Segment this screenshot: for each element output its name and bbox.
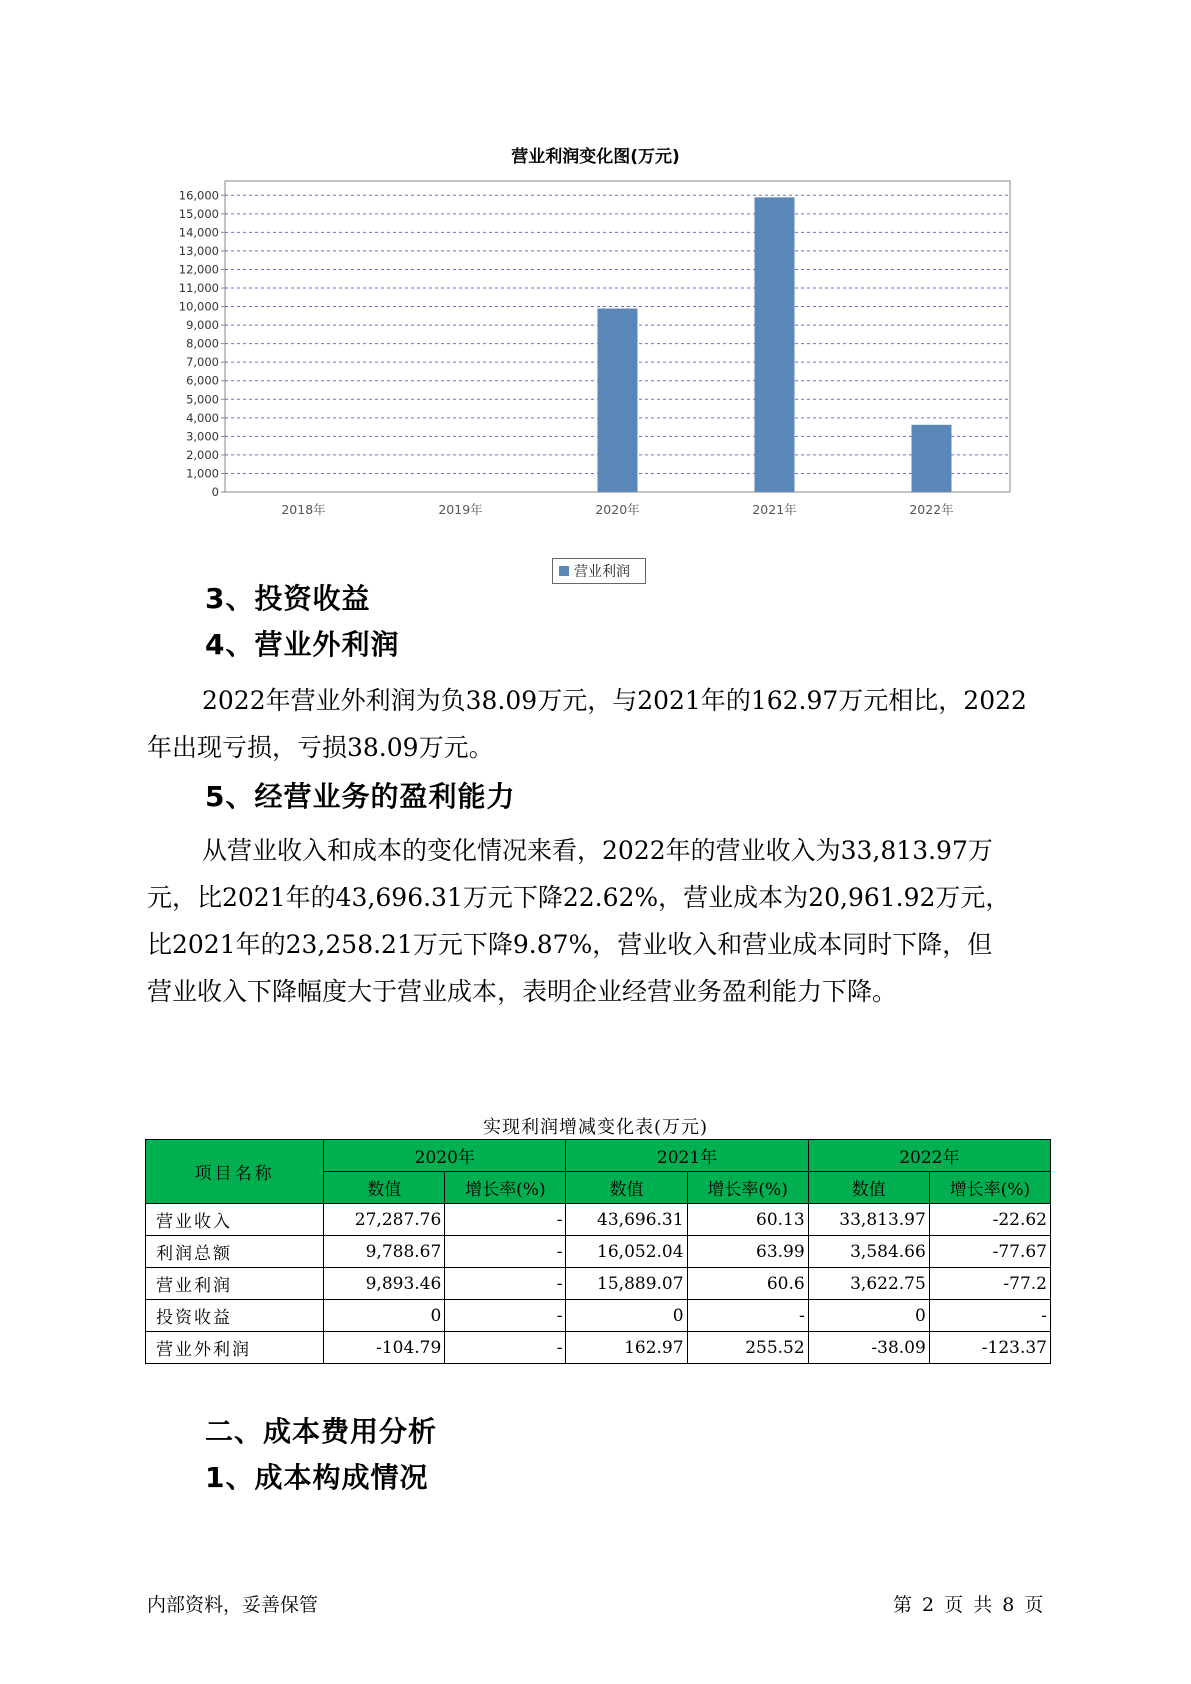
cell: -123.37 xyxy=(929,1332,1050,1364)
table-row xyxy=(146,1332,1051,1364)
cell: 63.99 xyxy=(687,1236,808,1268)
cell: - xyxy=(687,1300,808,1332)
row-name: 营业利润 xyxy=(146,1268,324,1300)
header-growth: 增长率(%) xyxy=(687,1172,808,1204)
cell: -104.79 xyxy=(324,1332,445,1364)
paragraph-line: 2022年营业外利润为负38.09万元，与2021年的162.97万元相比，2022 xyxy=(202,686,1027,715)
header-value: 数值 xyxy=(808,1172,929,1204)
cell: 3,622.75 xyxy=(808,1268,929,1300)
row-name: 利润总额 xyxy=(146,1236,324,1268)
table-row xyxy=(146,1236,1051,1268)
paragraph-line: 从营业收入和成本的变化情况来看，2022年的营业收入为33,813.97万 xyxy=(202,836,993,865)
y-tick-label: 13,000 xyxy=(178,243,219,258)
cell: -77.2 xyxy=(929,1268,1050,1300)
paragraph-line: 元，比2021年的43,696.31万元下降22.62%，营业成本为20,961.92万元， xyxy=(147,883,1011,912)
y-tick-label: 8,000 xyxy=(186,336,219,351)
cell: - xyxy=(445,1332,566,1364)
heading-cost-analysis: 二、成本费用分析 xyxy=(205,1415,438,1448)
header-value: 数值 xyxy=(566,1172,687,1204)
header-item-name: 项目名称 xyxy=(146,1140,324,1204)
y-tick-label: 10,000 xyxy=(178,299,219,314)
chart-legend xyxy=(552,558,646,584)
cell: -22.62 xyxy=(929,1204,1050,1236)
heading-profitability: 5、经营业务的盈利能力 xyxy=(205,780,516,813)
cell: 255.52 xyxy=(687,1332,808,1364)
cell: 43,696.31 xyxy=(566,1204,687,1236)
y-tick-label: 1,000 xyxy=(186,466,219,481)
y-tick-label: 3,000 xyxy=(186,429,219,444)
footer-confidential: 内部资料，妥善保管 xyxy=(147,1594,319,1616)
header-year: 2022年 xyxy=(808,1140,1050,1172)
cell: - xyxy=(929,1300,1050,1332)
cell: 9,893.46 xyxy=(324,1268,445,1300)
table-caption: 实现利润增减变化表(万元) xyxy=(482,1117,709,1138)
cell: - xyxy=(445,1236,566,1268)
cell: 33,813.97 xyxy=(808,1204,929,1236)
cell: - xyxy=(445,1204,566,1236)
cell: 0 xyxy=(808,1300,929,1332)
cell: 0 xyxy=(324,1300,445,1332)
header-growth: 增长率(%) xyxy=(445,1172,566,1204)
x-tick-label: 2021年 xyxy=(752,502,797,517)
y-tick-label: 14,000 xyxy=(178,225,219,240)
x-tick-label: 2020年 xyxy=(595,502,640,517)
heading-cost-composition: 1、成本构成情况 xyxy=(205,1461,429,1494)
header-value: 数值 xyxy=(324,1172,445,1204)
y-tick-label: 12,000 xyxy=(178,262,219,277)
y-tick-label: 4,000 xyxy=(186,410,219,425)
x-tick-label: 2018年 xyxy=(281,502,326,517)
cell: 60.6 xyxy=(687,1268,808,1300)
table-row xyxy=(146,1300,1051,1332)
paragraph-line: 比2021年的23,258.21万元下降9.87%，营业收入和营业成本同时下降，但 xyxy=(147,930,993,959)
row-name: 投资收益 xyxy=(146,1300,324,1332)
cell: -77.67 xyxy=(929,1236,1050,1268)
bar xyxy=(912,425,952,492)
table-row xyxy=(146,1204,1051,1236)
y-tick-label: 6,000 xyxy=(186,373,219,388)
y-tick-label: 5,000 xyxy=(186,392,219,407)
x-tick-label: 2022年 xyxy=(909,502,954,517)
footer-page-number: 第 2 页 共 8 页 xyxy=(893,1594,1044,1616)
cell: - xyxy=(445,1300,566,1332)
bar xyxy=(598,309,638,492)
y-tick-label: 15,000 xyxy=(178,206,219,221)
y-tick-label: 0 xyxy=(211,485,219,499)
heading-investment-income: 3、投资收益 xyxy=(205,582,371,615)
y-tick-label: 11,000 xyxy=(178,281,219,295)
table-row xyxy=(146,1268,1051,1300)
cell: 162.97 xyxy=(566,1332,687,1364)
legend-label: 营业利润 xyxy=(574,564,630,580)
cell: -38.09 xyxy=(808,1332,929,1364)
cell: - xyxy=(445,1268,566,1300)
heading-non-operating-profit: 4、营业外利润 xyxy=(205,628,400,661)
cell: 9,788.67 xyxy=(324,1236,445,1268)
bar xyxy=(755,197,795,492)
y-tick-label: 9,000 xyxy=(186,318,219,333)
profit-change-table xyxy=(145,1139,1051,1364)
y-tick-label: 2,000 xyxy=(186,447,219,462)
x-tick-label: 2019年 xyxy=(438,502,483,517)
cell: 16,052.04 xyxy=(566,1236,687,1268)
cell: 15,889.07 xyxy=(566,1268,687,1300)
header-year: 2020年 xyxy=(324,1140,566,1172)
cell: 3,584.66 xyxy=(808,1236,929,1268)
paragraph-line: 年出现亏损，亏损38.09万元。 xyxy=(147,733,494,762)
row-name: 营业外利润 xyxy=(146,1332,324,1364)
cell: 60.13 xyxy=(687,1204,808,1236)
header-growth: 增长率(%) xyxy=(929,1172,1050,1204)
row-name: 营业收入 xyxy=(146,1204,324,1236)
chart-title: 营业利润变化图(万元) xyxy=(511,147,680,167)
paragraph-line: 营业收入下降幅度大于营业成本，表明企业经营业务盈利能力下降。 xyxy=(147,977,898,1006)
y-tick-label: 16,000 xyxy=(178,188,219,203)
paragraph-non-operating-profit xyxy=(147,677,1059,771)
legend-swatch xyxy=(559,566,569,576)
paragraph-profitability xyxy=(147,827,1059,1015)
cell: 27,287.76 xyxy=(324,1204,445,1236)
header-year: 2021年 xyxy=(566,1140,808,1172)
cell: 0 xyxy=(566,1300,687,1332)
y-tick-label: 7,000 xyxy=(186,355,219,370)
operating-profit-chart xyxy=(155,176,1015,521)
